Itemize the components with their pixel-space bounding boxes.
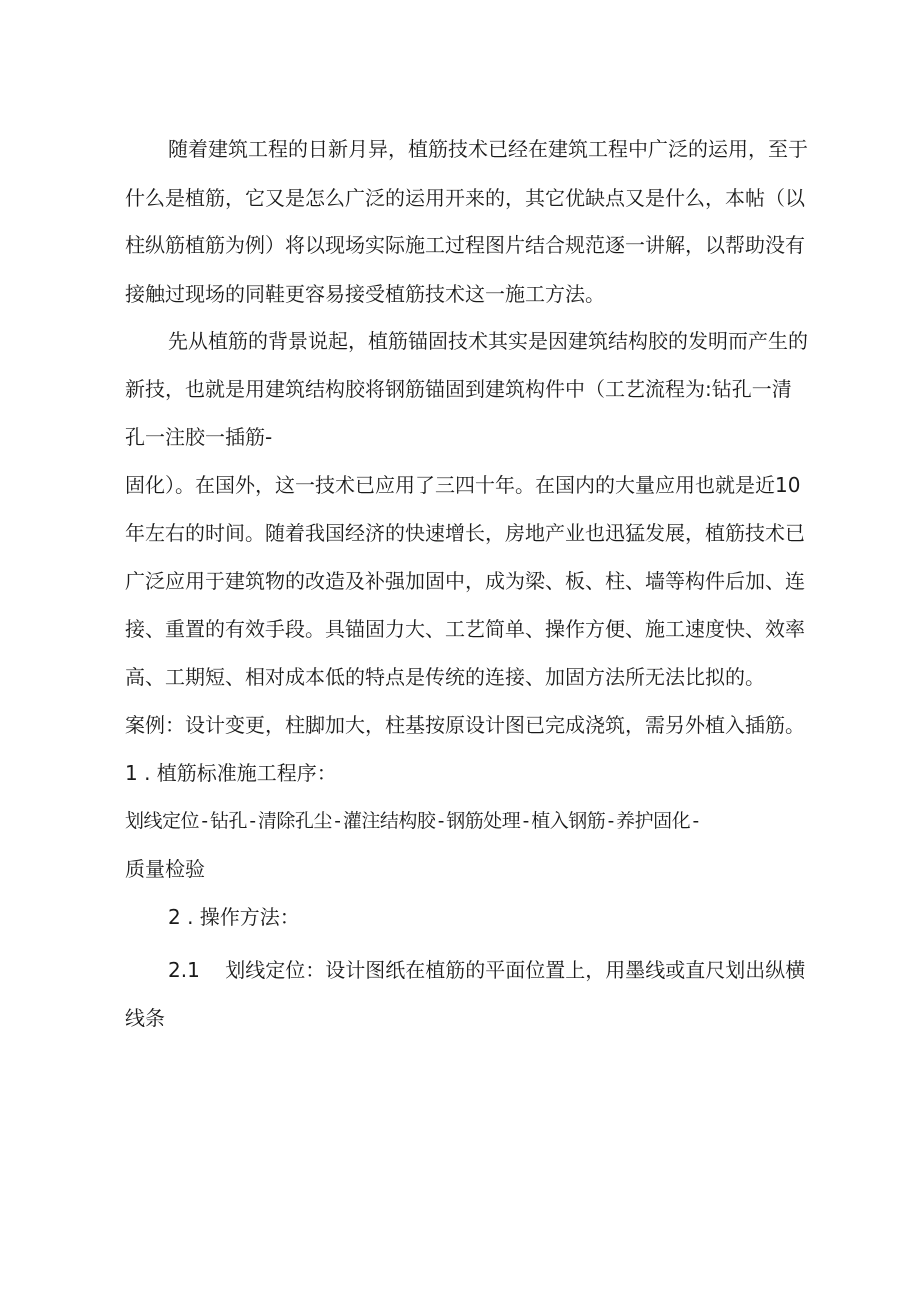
paragraph-2-line-5: 年左右的时间。随着我国经济的快速增长，房地产业也迅猛发展，植筋技术已: [125, 521, 805, 545]
paragraph-1-line-2: 什么是植筋，它又是怎么广泛的运用开来的，其它优缺点又是什么，本帖（以: [125, 186, 805, 210]
paragraph-2-line-2: 新技，也就是用建筑结构胶将钢筋锚固到建筑构件中（工艺流程为:钻孔一清: [125, 377, 792, 401]
section-2-1-line-1: 2.1 划线定位：设计图纸在植筋的平面位置上，用墨线或直尺划出纵横: [168, 958, 806, 982]
paragraph-2-line-7: 接、重置的有效手段。具锚固力大、工艺简单、操作方便、施工速度快、效率: [125, 617, 805, 641]
paragraph-1-line-1: 随着建筑工程的日新月异，植筋技术已经在建筑工程中广泛的运用，至于: [168, 137, 808, 161]
section-2-heading: 2 . 操作方法：: [168, 905, 300, 929]
paragraph-1-line-3: 柱纵筋植筋为例）将以现场实际施工过程图片结合规范逐一讲解，以帮助没有: [125, 233, 805, 257]
case-example-line: 案例：设计变更，柱脚加大，柱基按原设计图已完成浇筑，需另外植入插筋。: [125, 713, 805, 737]
paragraph-2-line-4: 固化）。在国外，这一技术已应用了三四十年。在国内的大量应用也就是近10: [125, 473, 801, 497]
paragraph-2-line-8: 高、工期短、相对成本低的特点是传统的连接、加固方法所无法比拟的。: [125, 665, 765, 689]
section-2-1-line-2: 线条: [125, 1006, 165, 1030]
paragraph-1-line-4: 接触过现场的同鞋更容易接受植筋技术这一施工方法。: [125, 282, 605, 306]
paragraph-2-line-6: 广泛应用于建筑物的改造及补强加固中，成为梁、板、柱、墙等构件后加、连: [125, 569, 805, 593]
paragraph-2-line-3: 孔一注胶一插筋-: [125, 425, 273, 449]
procedure-steps-line-2: 质量检验: [125, 857, 205, 881]
paragraph-2-line-1: 先从植筋的背景说起，植筋锚固技术其实是因建筑结构胶的发明而产生的: [168, 329, 808, 353]
section-1-heading: 1 . 植筋标准施工程序：: [125, 761, 337, 785]
procedure-steps-line-1: 划线定位-钻孔-清除孔尘-灌注结构胶-钢筋处理-植入钢筋-养护固化-: [125, 810, 702, 832]
